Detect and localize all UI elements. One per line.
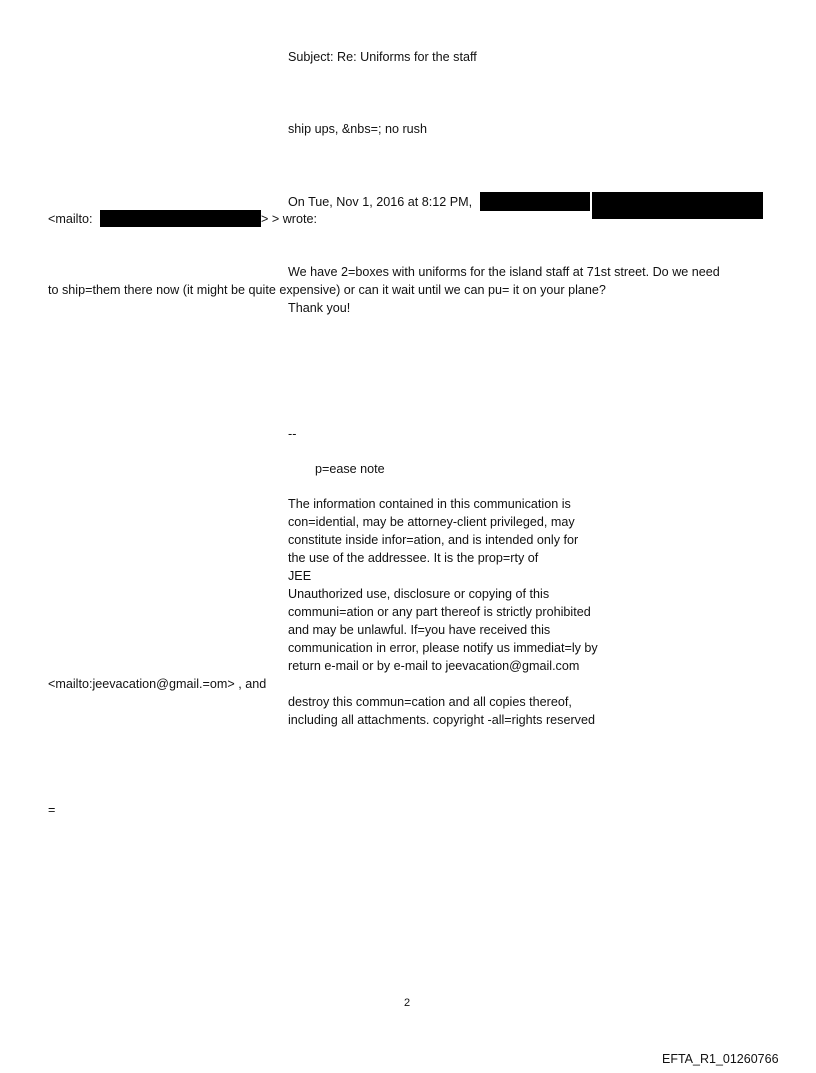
disclaimer-line: The information contained in this communication is <box>288 497 571 511</box>
disclaimer-line: communication in error, please notify us immediat=ly by <box>288 641 598 655</box>
mailto-suffix: > > wrote: <box>261 212 318 226</box>
subject-line: Subject: Re: Uniforms for the staff <box>288 50 477 64</box>
mailto-prefix: <mailto: <box>48 212 93 226</box>
disclaimer-tail-line: destroy this commun=cation and all copies thereof, <box>288 695 572 709</box>
page-number: 2 <box>404 997 411 1009</box>
notice-heading: p=ease note <box>315 462 385 476</box>
disclaimer-line: JEE <box>288 569 312 583</box>
disclaimer-tail-line: including all attachments. copyright -all=rights reserved <box>288 713 595 727</box>
disclaimer-line: constitute inside infor=ation, and is intended only for <box>288 533 579 547</box>
reply-body: ship ups, &nbs=; no rush <box>288 122 427 136</box>
message-line-1: We have 2=boxes with uniforms for the island staff at 71st street. Do we need <box>288 265 720 279</box>
quote-header: On Tue, Nov 1, 2016 at 8:12 PM, <box>288 195 473 209</box>
disclaimer-line: return e-mail or by e-mail to jeevacation@gmail.com <box>288 659 580 673</box>
disclaimer-line: the use of the addressee. It is the prop=rty of <box>288 551 539 565</box>
signature-separator: -- <box>288 427 297 441</box>
trailing-equals: = <box>48 803 56 817</box>
message-line-2: to ship=them there now (it might be quite expensive) or can it wait until we can pu= it on your plane? <box>48 283 606 297</box>
disclaimer-line: and may be unlawful. If=you have received this <box>288 623 551 637</box>
message-thanks: Thank you! <box>288 301 351 315</box>
redaction-mailto-address <box>100 210 261 227</box>
disclaimer-line: con=idential, may be attorney-client privileged, may <box>288 515 575 529</box>
mailto-line: <mailto:jeevacation@gmail.=om> , and <box>48 677 267 691</box>
disclaimer-line: Unauthorized use, disclosure or copying of this <box>288 587 550 601</box>
redaction-sender-email <box>592 192 763 219</box>
redaction-sender-name <box>480 192 590 211</box>
bates-id: EFTA_R1_01260766 <box>662 1052 779 1066</box>
disclaimer-line: communi=ation or any part thereof is strictly prohibited <box>288 605 591 619</box>
